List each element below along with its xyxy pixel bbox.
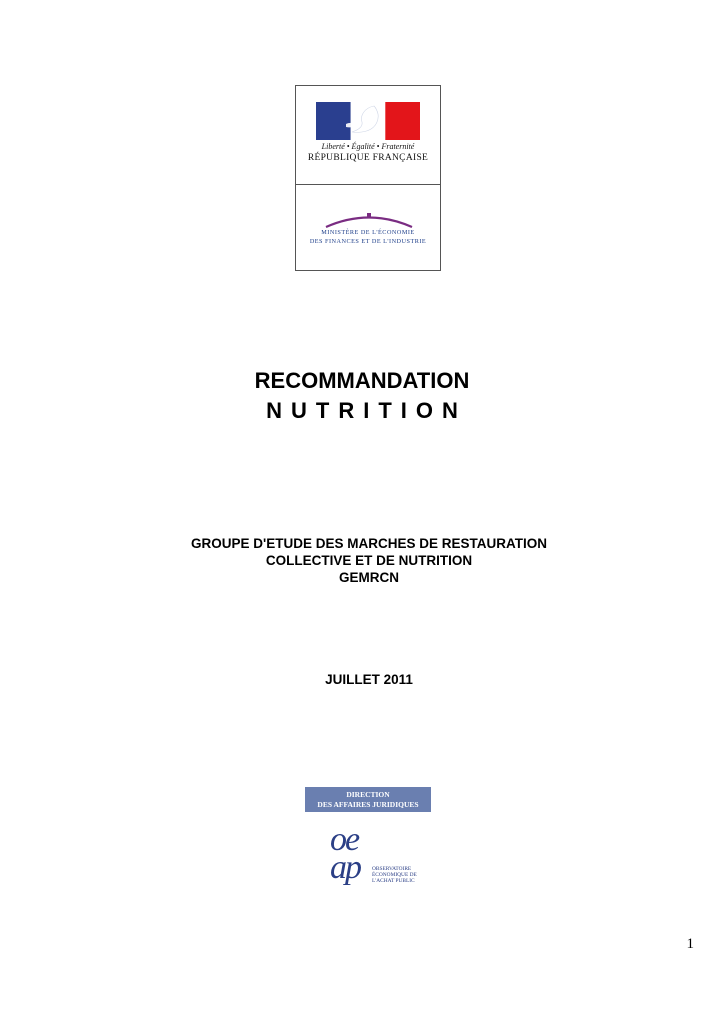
svg-text:ap: ap: [330, 849, 360, 886]
government-logos-box: [295, 85, 441, 271]
daj-line-2: DES AFFAIRES JURIDIQUES: [317, 800, 419, 809]
oeap-caption-line: ÉCONOMIQUE DE: [372, 872, 417, 879]
daj-banner: [305, 787, 431, 812]
logo-divider: [296, 184, 440, 185]
marianne-flag-logo: [316, 102, 420, 140]
svg-text:oe: oe: [330, 821, 359, 858]
daj-line-1: DIRECTION: [346, 790, 390, 799]
page-number: 1: [686, 936, 694, 952]
ministere-arc-icon: [324, 212, 414, 228]
republique-motto: Liberté • Égalité • Fraternité: [321, 142, 415, 151]
document-date: JUILLET 2011: [325, 672, 413, 687]
group-name-line-2: COLLECTIVE ET DE NUTRITION: [265, 553, 473, 568]
oeap-caption: [372, 866, 432, 885]
document-title: RECOMMANDATION: [254, 368, 470, 393]
group-name-line-1: GROUPE D'ETUDE DES MARCHES DE RESTAURATION: [191, 536, 547, 551]
ministere-line-2: DES FINANCES ET DE L'INDUSTRIE: [309, 238, 427, 245]
oeap-caption-line: L'ACHAT PUBLIC: [372, 878, 415, 885]
ministere-line-1: MINISTÈRE DE L'ÉCONOMIE: [321, 229, 415, 236]
document-title-subject: NUTRITION: [266, 398, 467, 423]
oeap-caption-line: OBSERVATOIRE: [372, 866, 412, 872]
group-acronym: GEMRCN: [339, 570, 399, 585]
republique-name: RÉPUBLIQUE FRANÇAISE: [307, 153, 429, 163]
